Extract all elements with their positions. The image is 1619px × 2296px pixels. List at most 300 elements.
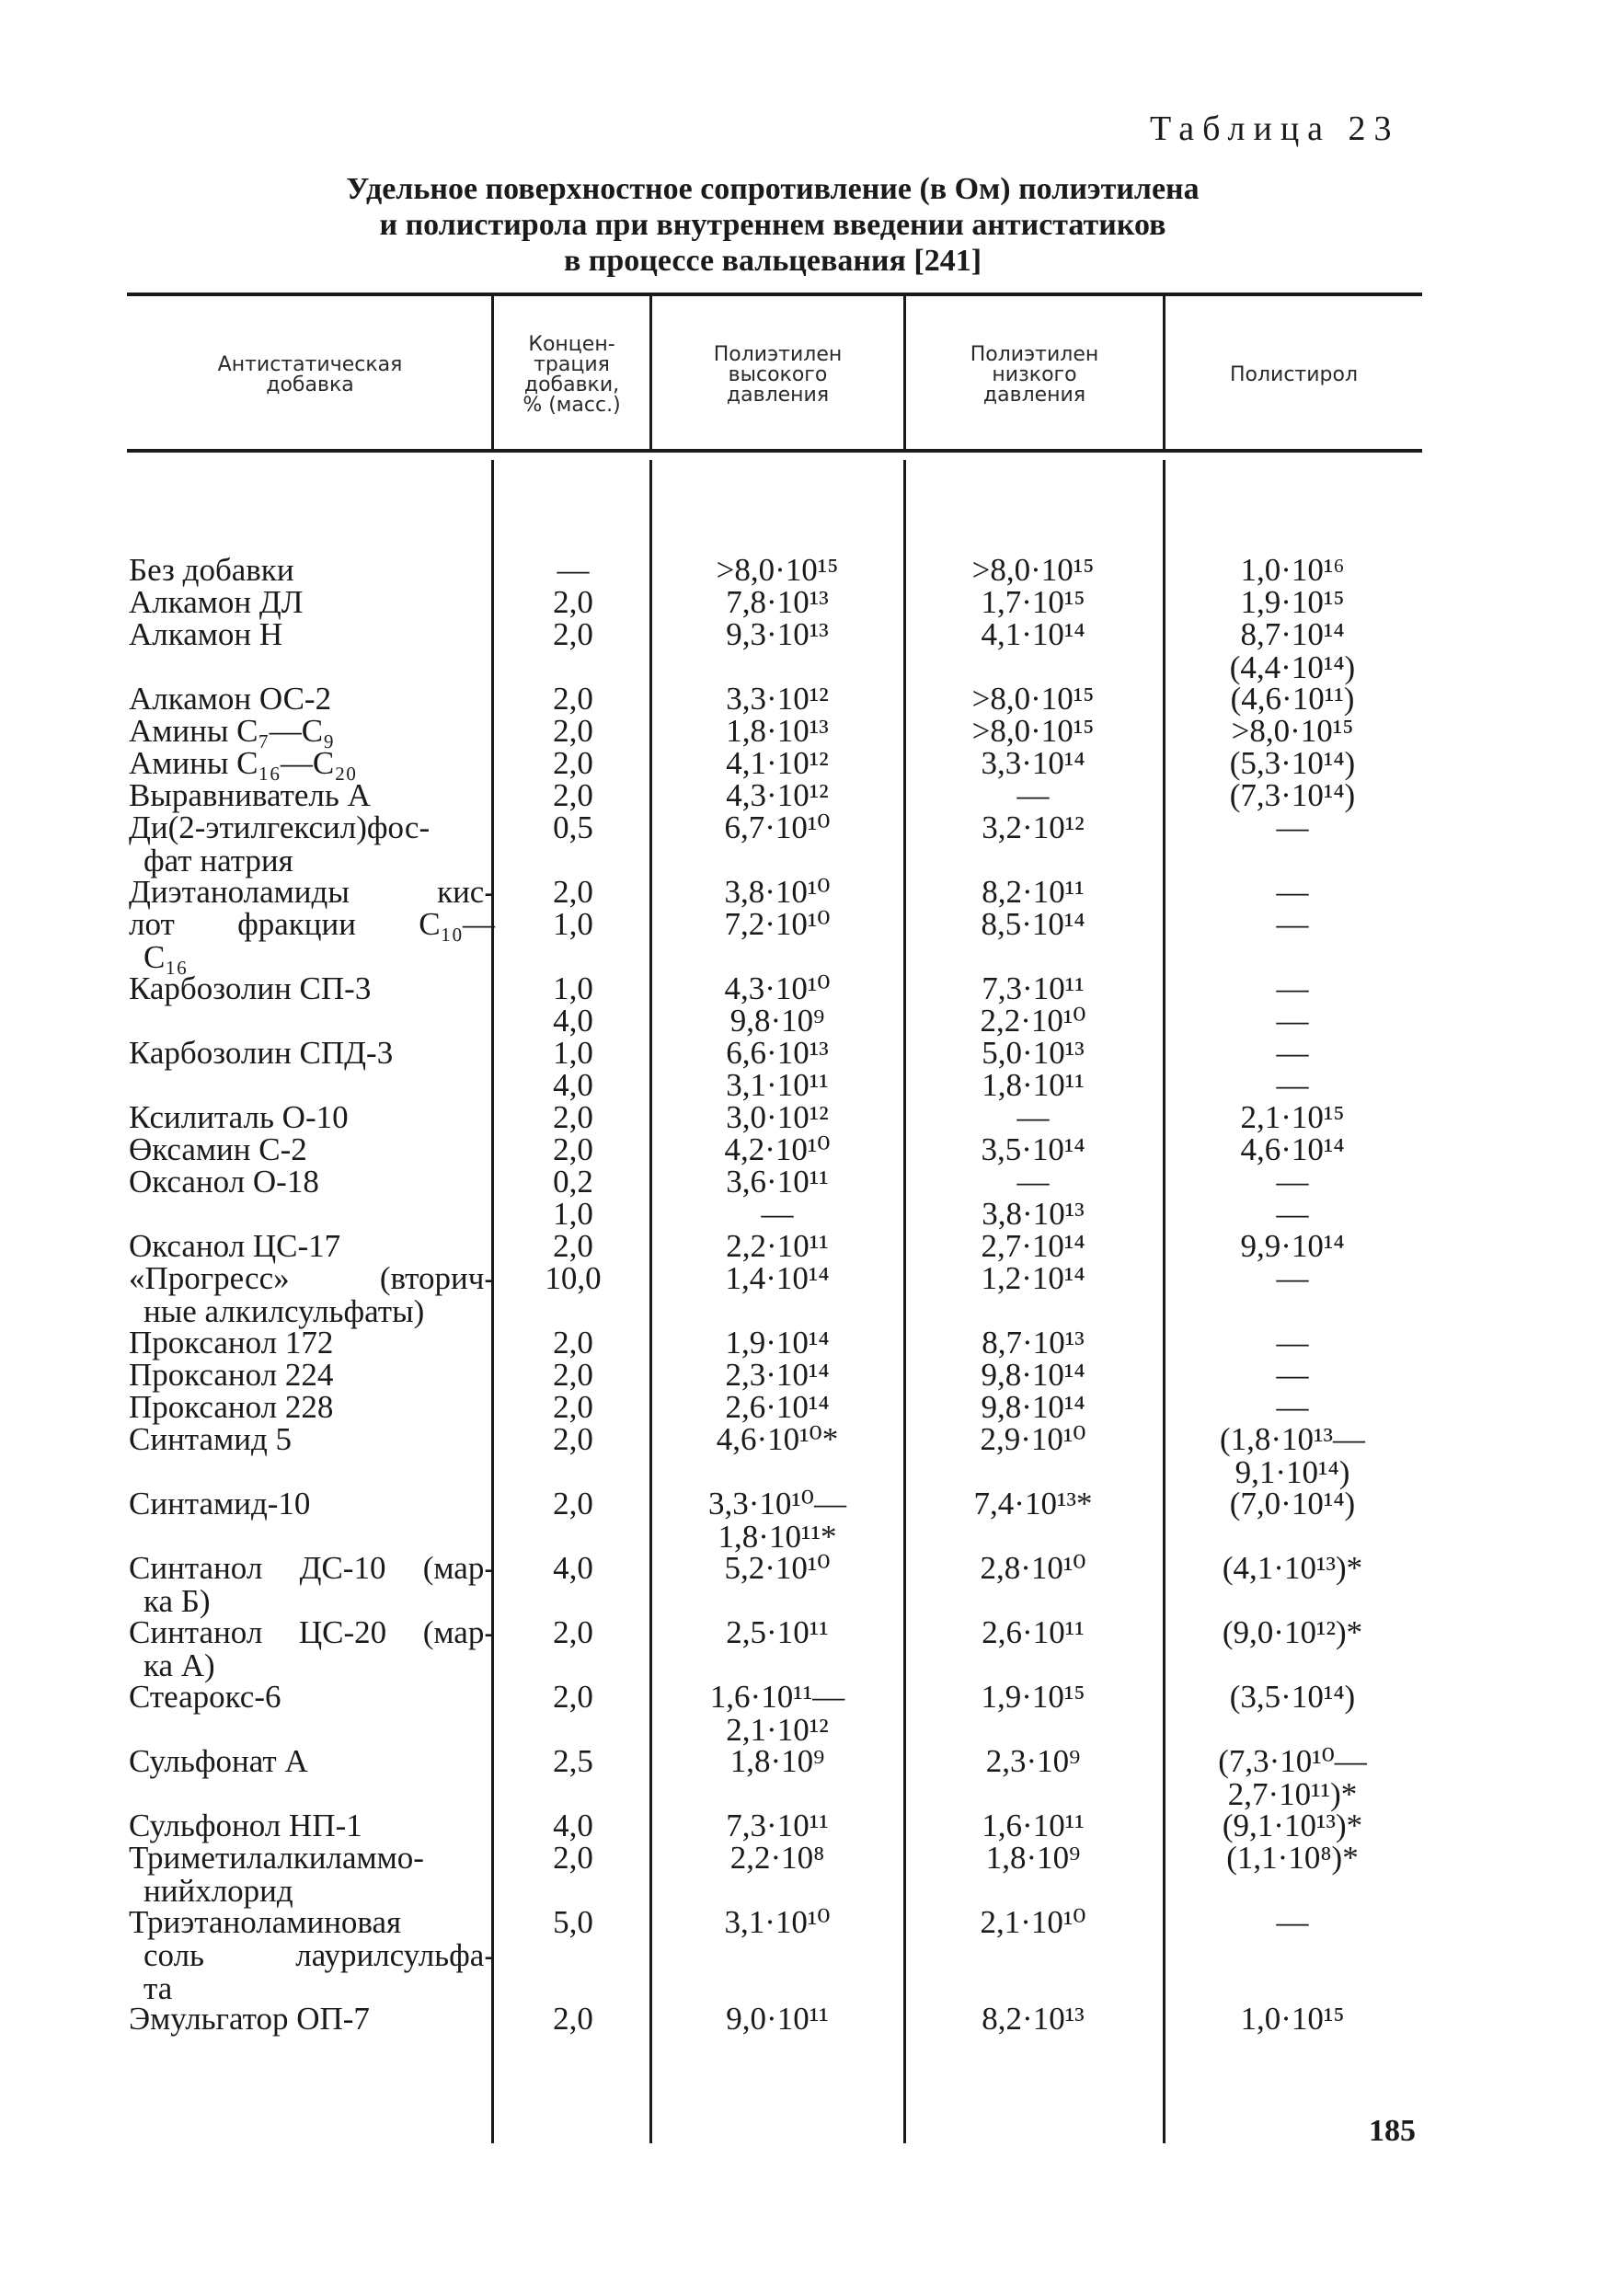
cell-line: 4,0 [553,1808,593,1843]
header-line: низкого [992,363,1077,386]
cell-line: (1,1·10⁸)* [1226,1840,1359,1876]
cell-line: Амины C₁₆—C₂₀ [129,745,357,781]
title-line: Удельное поверхностное сопротивление (в Ом) полиэтилена [346,172,1200,206]
table-cell-conc [495,1681,651,1714]
table-cell-additive [129,876,495,909]
table-cell-conc [495,618,651,651]
column-header-hdpe [652,302,903,449]
cell-line: 6,6·10¹³ [726,1035,829,1071]
header-line: высокого [728,363,828,386]
cell-line: 2,0 [553,1614,593,1650]
table-cell-ps [1163,972,1422,1005]
table-cell-hdpe [651,1037,903,1070]
cell-line: 2,0 [553,713,593,749]
table-cell-ldpe [903,1165,1163,1199]
table-cell-hdpe [651,1552,903,1585]
table-cell-ldpe [903,908,1163,941]
table-title [184,171,1361,279]
cell-line: 2,0 [553,1357,593,1393]
table-cell-additive [129,811,495,878]
cell-line: (1,8·10¹³— [1219,1421,1366,1457]
table-cell-additive [129,779,495,812]
table-cell-conc [495,1487,651,1521]
table-cell-conc [495,1326,651,1360]
cell-line: Эмульгатор ОП-7 [129,2001,370,2037]
table-cell-hdpe [651,1842,903,1875]
cell-line: >8,0·10¹⁵ [1231,713,1354,749]
table-cell-additive [129,1037,495,1070]
cell-line: 9,9·10¹⁴ [1240,1228,1345,1264]
table-cell-ps [1163,1326,1422,1360]
cell-line: 9,3·10¹³ [726,616,829,652]
table-cell-additive [129,747,495,780]
cell-line: 8,7·10¹⁴ [1240,616,1345,652]
cell-line: 9,8·10¹⁴ [981,1389,1085,1425]
cell-line: 2,8·10¹⁰ [980,1550,1086,1586]
column-header-concentration [494,302,649,449]
table-cell-ldpe [903,876,1163,909]
table-cell-ldpe [903,618,1163,651]
cell-line: Ксилиталь О-10 [129,1099,349,1135]
table-cell-ps [1163,1004,1422,1038]
table-cell-ps [1163,1906,1422,1939]
table-cell-ps [1163,811,1422,844]
table-cell-ldpe [903,1198,1163,1231]
table-cell-ps [1163,1681,1422,1714]
table-cell-additive [129,1262,495,1328]
table-cell-ps [1163,1037,1422,1070]
cell-line: 7,8·10¹³ [726,584,829,620]
table-cell-additive [129,1745,495,1778]
cell-line: 3,2·10¹² [982,809,1085,845]
page-number: 185 [1369,2114,1416,2148]
table-cell-hdpe [651,586,903,619]
table-cell-additive [129,1230,495,1263]
cell-line: 8,5·10¹⁴ [981,906,1085,942]
table-cell-ldpe [903,1906,1163,1939]
cell-line: 1,0 [553,970,593,1006]
table-cell-additive [129,908,495,974]
cell-line: — [1276,809,1309,845]
cell-line: 2,3·10¹⁴ [725,1357,830,1393]
cell-line: Стеарокс-6 [129,1679,281,1715]
cell-line: 5,0 [553,1904,593,1940]
cell-line: (4,1·10¹³)* [1222,1550,1363,1586]
table-cell-conc [495,779,651,812]
table-cell-ps [1163,1133,1422,1166]
table-cell-conc [495,1359,651,1392]
cell-line: 5,2·10¹⁰ [724,1550,831,1586]
cell-line: 8,2·10¹¹ [982,874,1085,910]
table-cell-ldpe [903,1487,1163,1521]
table-cell-ps [1163,1487,1422,1521]
table-cell-hdpe [651,1391,903,1424]
cell-line: 4,6·10¹⁰* [716,1421,839,1457]
table-cell-hdpe [651,1745,903,1778]
cell-line: >8,0·10¹⁵ [716,552,839,588]
table-cell-hdpe [651,618,903,651]
table-cell-ps [1163,1552,1422,1585]
cell-line: 3,8·10¹³ [982,1196,1085,1232]
table-cell-conc [495,1809,651,1843]
header-line: добавка [266,373,354,396]
cell-line: 1,8·10¹³ [726,713,829,749]
table-cell-ps [1163,1262,1422,1295]
cell-line: 1,0 [553,1196,593,1232]
column-header-polystyrene [1165,302,1422,449]
table-label: Таблица 23 [1150,109,1400,148]
cell-line: 3,5·10¹⁴ [981,1131,1085,1167]
cell-line: 2,0 [553,584,593,620]
column-header-ldpe [906,302,1163,449]
cell-line: 2,0 [553,2001,593,2037]
cell-line: 1,9·10¹⁵ [1240,584,1345,620]
table-cell-ps [1163,1423,1422,1489]
table-cell-hdpe [651,747,903,780]
table-cell-conc [495,1230,651,1263]
table-cell-ps [1163,1198,1422,1231]
table-cell-additive [129,1133,495,1166]
table-cell-ldpe [903,1681,1163,1714]
cell-line: (7,0·10¹⁴) [1229,1486,1356,1521]
cell-line: 1,0 [553,1035,593,1071]
cell-line: лот фракции C₁₀— [129,906,495,942]
cell-line: Сульфонат А [129,1743,308,1779]
cell-line: 4,1·10¹⁴ [981,616,1085,652]
table-cell-ps [1163,586,1422,619]
cell-line: 2,5 [553,1743,593,1779]
cell-line: 3,6·10¹¹ [726,1164,829,1200]
table-cell-hdpe [651,1101,903,1134]
cell-line: Диэтаноламиды кис- [129,874,495,910]
cell-line: Триметилалкиламмо- [129,1840,424,1876]
cell-line: 3,3·10¹² [726,681,829,717]
table-cell-additive [129,1165,495,1199]
header-line: Полистирол [1229,363,1359,386]
cell-line: фат натрия [144,843,293,878]
table-cell-ldpe [903,715,1163,748]
cell-line: нийхлорид [144,1873,293,1909]
table-cell-conc [495,1842,651,1875]
cell-line: — [1276,1164,1309,1200]
cell-line: 1,6·10¹¹— [709,1679,845,1715]
cell-line: Без добавки [129,552,294,588]
table-cell-ps [1163,715,1422,748]
column-header-text [218,355,403,396]
table-cell-hdpe [651,715,903,748]
table-cell-hdpe [651,1906,903,1939]
cell-line: 2,5·10¹¹ [726,1614,829,1650]
table-cell-conc [495,554,651,587]
header-line: давления [726,384,830,407]
cell-line: — [1276,1389,1309,1425]
header-line: % (масс.) [522,394,621,417]
table-cell-conc [495,1004,651,1038]
cell-line: 1,7·10¹⁵ [981,584,1085,620]
table-cell-hdpe [651,908,903,941]
table-header-rule [127,449,1422,453]
cell-line: Сульфонол НП-1 [129,1808,362,1843]
cell-line: >8,0·10¹⁵ [971,552,1095,588]
cell-line: 9,8·10¹⁴ [981,1357,1085,1393]
cell-line: Выравниватель А [129,777,371,813]
cell-line: 1,8·10⁹ [729,1743,825,1779]
cell-line: 2,9·10¹⁰ [980,1421,1086,1457]
table-cell-hdpe [651,1681,903,1747]
header-line: Полиэтилен [970,343,1099,366]
cell-line: 2,0 [553,681,593,717]
table-cell-ps [1163,779,1422,812]
cell-line: — [1276,1196,1309,1232]
table-cell-additive [129,683,495,716]
column-header-text [522,335,620,416]
table-cell-additive [129,1101,495,1134]
table-cell-conc [495,972,651,1005]
table-cell-additive [129,1423,495,1456]
cell-line: Синтанол ДС-10 (мар- [129,1550,495,1586]
cell-line: 4,6·10¹⁴ [1240,1131,1345,1167]
table-cell-conc [495,1069,651,1102]
table-cell-hdpe [651,811,903,844]
table-cell-ldpe [903,1069,1163,1102]
cell-line: (9,1·10¹³)* [1222,1808,1363,1843]
table-cell-additive [129,1326,495,1360]
cell-line: 4,0 [553,1067,593,1103]
cell-line: 2,0 [553,1099,593,1135]
cell-line: — [557,552,590,588]
table-cell-ldpe [903,2003,1163,2036]
cell-line: 8,7·10¹³ [982,1325,1085,1360]
cell-line: — [1276,1325,1309,1360]
header-line: трация [534,353,610,376]
table-cell-conc [495,908,651,941]
cell-line: 7,4·10¹³* [973,1486,1093,1521]
cell-line: 2,0 [553,1421,593,1457]
cell-line: Проксанол 228 [129,1389,334,1425]
cell-line: 0,2 [553,1164,593,1200]
cell-line: (7,3·10¹⁴) [1229,777,1356,813]
table-cell-additive [129,618,495,651]
cell-line: — [1276,1003,1309,1039]
table-cell-conc [495,747,651,780]
title-line: и полистирола при внутреннем введении антистатиков [379,208,1166,242]
table-cell-additive [129,1842,495,1908]
cell-line: — [1276,1904,1309,1940]
table-cell-conc [495,1133,651,1166]
cell-line: 2,0 [553,777,593,813]
table-cell-additive [129,554,495,587]
table-cell-additive [129,1809,495,1843]
cell-line: — [1276,970,1309,1006]
table-cell-conc [495,1552,651,1585]
table-cell-hdpe [651,1487,903,1554]
header-line: Полиэтилен [713,343,843,366]
cell-line: (5,3·10¹⁴) [1229,745,1356,781]
table-cell-ps [1163,1069,1422,1102]
cell-line: 2,7·10¹¹)* [1227,1776,1358,1812]
table-cell-ldpe [903,1101,1163,1134]
header-line: давления [982,384,1086,407]
table-cell-conc [495,683,651,716]
table-cell-conc [495,876,651,909]
table-cell-hdpe [651,683,903,716]
table-cell-ps [1163,618,1422,684]
table-cell-ps [1163,876,1422,909]
table-cell-ldpe [903,1326,1163,1360]
cell-line: 2,2·10¹¹ [726,1228,829,1264]
table-cell-conc [495,1262,651,1295]
table-cell-ldpe [903,1842,1163,1875]
table-top-rule [127,293,1422,296]
table-cell-hdpe [651,876,903,909]
cell-line: — [761,1196,794,1232]
cell-line: Синтанол ЦС-20 (мар- [129,1614,495,1650]
cell-line: 2,7·10¹⁴ [981,1228,1085,1264]
cell-line: 1,9·10¹⁴ [725,1325,830,1360]
column-header-text [714,345,843,406]
cell-line: Оксанол ЦС-17 [129,1228,341,1264]
cell-line: 2,1·10¹⁰ [980,1904,1086,1940]
table-cell-ldpe [903,1809,1163,1843]
cell-line: Проксанол 224 [129,1357,334,1393]
table-cell-additive [129,1391,495,1424]
cell-line: Алкамон Н [129,616,283,652]
table-cell-hdpe [651,972,903,1005]
table-cell-hdpe [651,1423,903,1456]
cell-line: 2,6·10¹⁴ [725,1389,830,1425]
table-cell-ldpe [903,1359,1163,1392]
cell-line: Оксанол О-18 [129,1164,319,1200]
table-cell-conc [495,811,651,844]
cell-line: (3,5·10¹⁴) [1229,1679,1356,1715]
table-cell-conc [495,1745,651,1778]
cell-line: 2,0 [553,1840,593,1876]
table-cell-hdpe [651,1809,903,1843]
table-cell-additive [129,2003,495,2036]
table-cell-conc [495,715,651,748]
table-cell-conc [495,1616,651,1649]
table-cell-ps [1163,1359,1422,1392]
cell-line: 2,0 [553,1325,593,1360]
cell-line: — [1276,874,1309,910]
cell-line: 4,0 [553,1550,593,1586]
cell-line: Триэтаноламиновая [129,1904,402,1940]
cell-line: 2,6·10¹¹ [982,1614,1085,1650]
cell-line: 3,1·10¹¹ [726,1067,829,1103]
cell-line: 9,1·10¹⁴) [1234,1454,1350,1490]
table-cell-hdpe [651,779,903,812]
cell-line: C₁₆ [144,939,188,975]
table-cell-additive [129,1487,495,1521]
cell-line: Амины C₇—C₉ [129,713,335,749]
cell-line: Алкамон ОС-2 [129,681,332,717]
cell-line: 1,0 [553,906,593,942]
table-cell-conc [495,1423,651,1456]
cell-line: 3,3·10¹⁴ [981,745,1085,781]
column-header-text [1230,365,1358,385]
table-cell-ldpe [903,1423,1163,1456]
cell-line: Ди(2-этилгексил)фос- [129,809,431,845]
table-cell-additive [129,1681,495,1714]
cell-line: 3,1·10¹⁰ [724,1904,831,1940]
cell-line: 2,1·10¹⁵ [1240,1099,1345,1135]
table-cell-ldpe [903,811,1163,844]
table-cell-ps [1163,1230,1422,1263]
cell-line: Карбозолин СПД-3 [129,1035,394,1071]
table-cell-additive [129,1616,495,1682]
table-cell-conc [495,1165,651,1199]
table-cell-hdpe [651,1133,903,1166]
table-cell-ldpe [903,747,1163,780]
table-cell-ps [1163,683,1422,716]
cell-line: 2,0 [553,1131,593,1167]
cell-line: 2,3·10⁹ [985,1743,1081,1779]
cell-line: 2,0 [553,1389,593,1425]
table-cell-hdpe [651,2003,903,2036]
cell-line: — [1276,906,1309,942]
table-cell-hdpe [651,554,903,587]
table-cell-ldpe [903,1230,1163,1263]
table-cell-ps [1163,1165,1422,1199]
cell-line: 7,3·10¹¹ [726,1808,829,1843]
cell-line: 1,8·10¹¹ [982,1067,1085,1103]
column-header-text [970,345,1099,406]
table-cell-ps [1163,1391,1422,1424]
table-cell-hdpe [651,1165,903,1199]
cell-line: >8,0·10¹⁵ [971,681,1095,717]
cell-line: 7,2·10¹⁰ [724,906,831,942]
table-cell-conc [495,1037,651,1070]
cell-line: Өксамин С-2 [129,1131,307,1167]
header-line: Концен- [528,333,615,356]
cell-line: 1,6·10¹¹ [982,1808,1085,1843]
table-cell-additive [129,1359,495,1392]
table-cell-conc [495,586,651,619]
cell-line: 2,2·10¹⁰ [980,1003,1086,1039]
cell-line: 7,3·10¹¹ [982,970,1085,1006]
table-cell-hdpe [651,1359,903,1392]
table-cell-hdpe [651,1004,903,1038]
table-cell-ps [1163,2003,1422,2036]
cell-line: ные алкилсульфаты) [144,1293,425,1329]
table-cell-ldpe [903,1133,1163,1166]
cell-line: (9,0·10¹²)* [1222,1614,1363,1650]
table-cell-ps [1163,554,1422,587]
cell-line: Проксанол 172 [129,1325,334,1360]
header-line: Антистатическая [217,353,403,376]
table-cell-ldpe [903,1391,1163,1424]
table-cell-ldpe [903,1745,1163,1778]
cell-line: 9,0·10¹¹ [726,2001,829,2037]
table-cell-ps [1163,1842,1422,1875]
cell-line: 4,0 [553,1003,593,1039]
cell-line: 1,4·10¹⁴ [725,1260,830,1296]
cell-line: 0,5 [553,809,593,845]
cell-line: 1,9·10¹⁵ [981,1679,1085,1715]
cell-line: 2,0 [553,745,593,781]
table-cell-hdpe [651,1326,903,1360]
cell-line: 4,1·10¹² [726,745,829,781]
table-cell-ldpe [903,683,1163,716]
cell-line: 8,2·10¹³ [982,2001,1085,2037]
table-cell-hdpe [651,1198,903,1231]
cell-line: Алкамон ДЛ [129,584,304,620]
cell-line: 9,8·10⁹ [729,1003,825,1039]
cell-line: 2,0 [553,1679,593,1715]
cell-line: 2,0 [553,1486,593,1521]
cell-line: — [1016,1164,1050,1200]
table-cell-ps [1163,1809,1422,1843]
